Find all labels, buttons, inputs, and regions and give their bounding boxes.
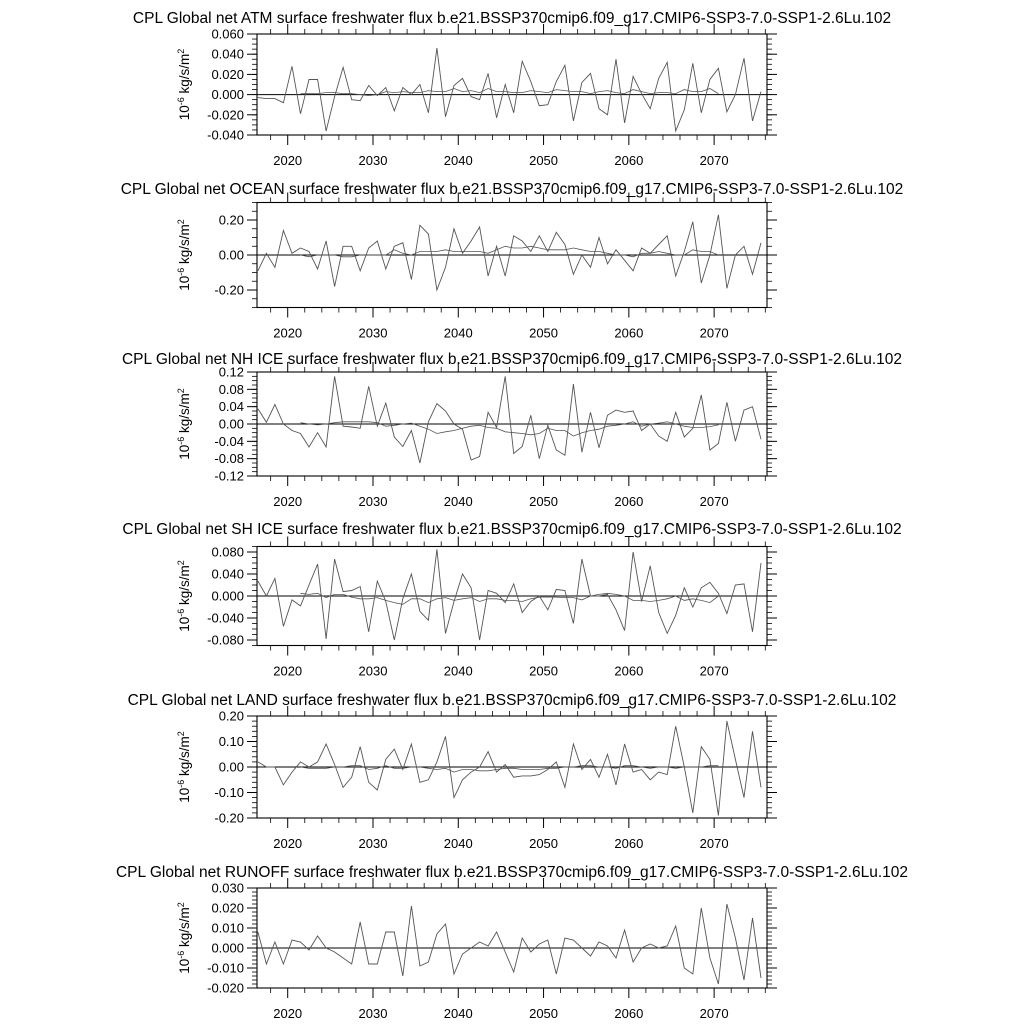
x-tick-label: 2030 <box>358 494 388 509</box>
x-tick-label: 2070 <box>699 1006 729 1021</box>
x-tick-label: 2030 <box>358 325 388 341</box>
y-axis-label-part: kg/s/m <box>177 224 192 268</box>
y-tick-label: 0.060 <box>211 26 244 42</box>
y-axis-label-part: -6 <box>176 779 186 788</box>
panel-title: CPL Global net SH ICE surface freshwater flux b.e21.BSSP370cmip6.f09_g17.CMIP6-SSP3-7.0-SSP1-2.6Lu.102 <box>122 521 902 538</box>
y-axis-label <box>176 731 192 803</box>
y-axis-label-part: -6 <box>176 97 186 106</box>
y-axis-label <box>176 219 192 291</box>
y-axis-label-part: 2 <box>176 731 186 737</box>
x-tick-label: 2030 <box>358 153 388 168</box>
y-tick-label: -0.04 <box>214 433 244 449</box>
plot-frame <box>257 34 767 135</box>
panel-2 <box>121 181 904 341</box>
y-tick-label: 0.020 <box>211 900 244 916</box>
series-line-total <box>258 376 761 463</box>
panel-4 <box>122 521 901 679</box>
x-tick-label: 2020 <box>273 325 303 341</box>
y-axis-label-part: 2 <box>176 902 186 908</box>
panel-title: CPL Global net ATM surface freshwater flux b.e21.BSSP370cmip6.f09_g17.CMIP6-SSP3-7.0-SSP1-2.6Lu.102 <box>132 10 892 27</box>
y-axis-label-part: -6 <box>176 608 186 617</box>
y-tick-label: 0.12 <box>218 364 244 380</box>
x-tick-label: 2070 <box>699 494 729 509</box>
y-axis-label-part: 10 <box>177 958 192 974</box>
y-tick-label: 0.040 <box>211 566 244 582</box>
x-tick-label: 2040 <box>443 663 473 679</box>
y-tick-label: -0.040 <box>207 127 244 143</box>
y-tick-label: 0.00 <box>218 416 244 432</box>
y-axis-label-part: -6 <box>176 267 186 276</box>
y-axis-label-part: kg/s/m <box>177 907 192 951</box>
x-tick-label: 2040 <box>443 494 473 509</box>
x-tick-label: 2070 <box>699 153 729 168</box>
x-tick-label: 2060 <box>614 153 644 168</box>
x-tick-label: 2070 <box>699 325 729 341</box>
y-tick-label: 0.040 <box>211 46 244 62</box>
x-tick-label: 2060 <box>614 1006 644 1021</box>
x-tick-label: 2040 <box>443 325 473 341</box>
x-tick-label: 2020 <box>273 1006 303 1021</box>
series-line-total <box>258 215 761 290</box>
y-tick-label: 0.08 <box>218 381 244 397</box>
x-tick-label: 2060 <box>614 494 644 509</box>
y-axis-label-part: 2 <box>176 388 186 394</box>
panel-title: CPL Global net RUNOFF surface freshwater flux b.e21.BSSP370cmip6.f09_g17.CMIP6-SSP3-7.0-SSP1-2.6Lu.102 <box>115 864 909 881</box>
x-tick-label: 2050 <box>529 153 559 168</box>
y-axis-label-part: 2 <box>176 219 186 225</box>
x-tick-label: 2030 <box>358 836 388 851</box>
x-tick-label: 2020 <box>273 494 303 509</box>
panel-title: CPL Global net LAND surface freshwater flux b.e21.BSSP370cmip6.f09_g17.CMIP6-SSP3-7.0-SSP1-2.6Lu.102 <box>127 692 897 709</box>
x-tick-label: 2060 <box>614 836 644 851</box>
panel-title: CPL Global net NH ICE surface freshwater flux b.e21.BSSP370cmip6.f09_g17.CMIP6-SSP3-7.0-SSP1-2.6Lu.102 <box>121 351 903 368</box>
panel-5 <box>128 692 897 851</box>
y-tick-label: -0.040 <box>207 610 244 626</box>
y-tick-label: 0.20 <box>218 212 244 228</box>
y-tick-label: 0.000 <box>211 87 244 103</box>
y-tick-label: -0.010 <box>207 960 244 976</box>
y-axis-label-part: 2 <box>176 560 186 566</box>
y-axis-label <box>176 560 192 632</box>
y-tick-label: 0.000 <box>211 940 244 956</box>
y-axis-label-part: -6 <box>176 950 186 959</box>
y-axis-label-part: kg/s/m <box>177 53 192 98</box>
panel-3 <box>122 351 902 509</box>
y-axis-label-part: 10 <box>177 787 192 803</box>
y-axis-label <box>176 902 192 974</box>
y-axis-label-part: 10 <box>177 105 192 121</box>
y-tick-label: 0.00 <box>218 247 244 263</box>
x-tick-label: 2020 <box>273 663 303 679</box>
y-tick-label: -0.080 <box>207 632 244 648</box>
x-tick-label: 2040 <box>443 1006 473 1021</box>
y-axis-label <box>176 49 192 121</box>
y-axis-label-part: kg/s/m <box>177 393 192 437</box>
y-axis-label-part: -6 <box>176 436 186 445</box>
y-axis-label-part: 10 <box>177 616 192 632</box>
y-tick-label: 0.030 <box>211 880 244 896</box>
panel-title: CPL Global net OCEAN surface freshwater flux b.e21.BSSP370cmip6.f09_g17.CMIP6-SSP3-7.0-SSP1-2.6Lu.102 <box>120 181 904 198</box>
y-tick-label: -0.10 <box>214 785 244 800</box>
x-tick-label: 2060 <box>614 663 644 679</box>
x-tick-label: 2050 <box>529 1006 559 1021</box>
y-tick-label: -0.12 <box>214 468 244 484</box>
plot-frame <box>257 888 767 988</box>
panel-6 <box>116 864 908 1021</box>
x-tick-label: 2050 <box>529 494 559 509</box>
y-axis-label <box>176 388 192 460</box>
y-tick-label: -0.20 <box>214 282 244 298</box>
y-axis-label-part: kg/s/m <box>177 736 192 780</box>
y-tick-label: 0.10 <box>218 734 244 749</box>
y-axis-label-part: 10 <box>177 444 192 460</box>
x-tick-label: 2070 <box>699 663 729 679</box>
y-tick-label: 0.080 <box>211 544 244 560</box>
y-tick-label: 0.00 <box>218 759 244 775</box>
y-tick-label: -0.020 <box>207 107 244 123</box>
y-axis-label-part: kg/s/m <box>177 565 192 609</box>
y-tick-label: -0.020 <box>207 980 244 996</box>
x-tick-label: 2050 <box>529 325 559 341</box>
x-tick-label: 2040 <box>443 836 473 851</box>
x-tick-label: 2050 <box>529 663 559 679</box>
y-axis-label-part: 10 <box>177 275 192 291</box>
x-tick-label: 2030 <box>358 1006 388 1021</box>
x-tick-label: 2020 <box>273 836 303 851</box>
x-tick-label: 2040 <box>443 153 473 168</box>
x-tick-label: 2020 <box>273 153 303 168</box>
y-tick-label: -0.08 <box>214 451 244 467</box>
y-tick-label: -0.20 <box>214 810 244 826</box>
series-line-total <box>258 904 761 984</box>
y-tick-label: 0.000 <box>211 588 244 604</box>
x-tick-label: 2070 <box>699 836 729 851</box>
panel-1 <box>133 10 891 168</box>
y-tick-label: 0.010 <box>211 920 244 936</box>
x-tick-label: 2050 <box>529 836 559 851</box>
y-tick-label: 0.020 <box>211 66 244 82</box>
y-tick-label: 0.04 <box>218 399 244 415</box>
y-tick-label: 0.20 <box>218 708 244 724</box>
x-tick-label: 2030 <box>358 663 388 679</box>
x-tick-label: 2060 <box>614 325 644 341</box>
y-axis-label-part: 2 <box>176 48 186 54</box>
